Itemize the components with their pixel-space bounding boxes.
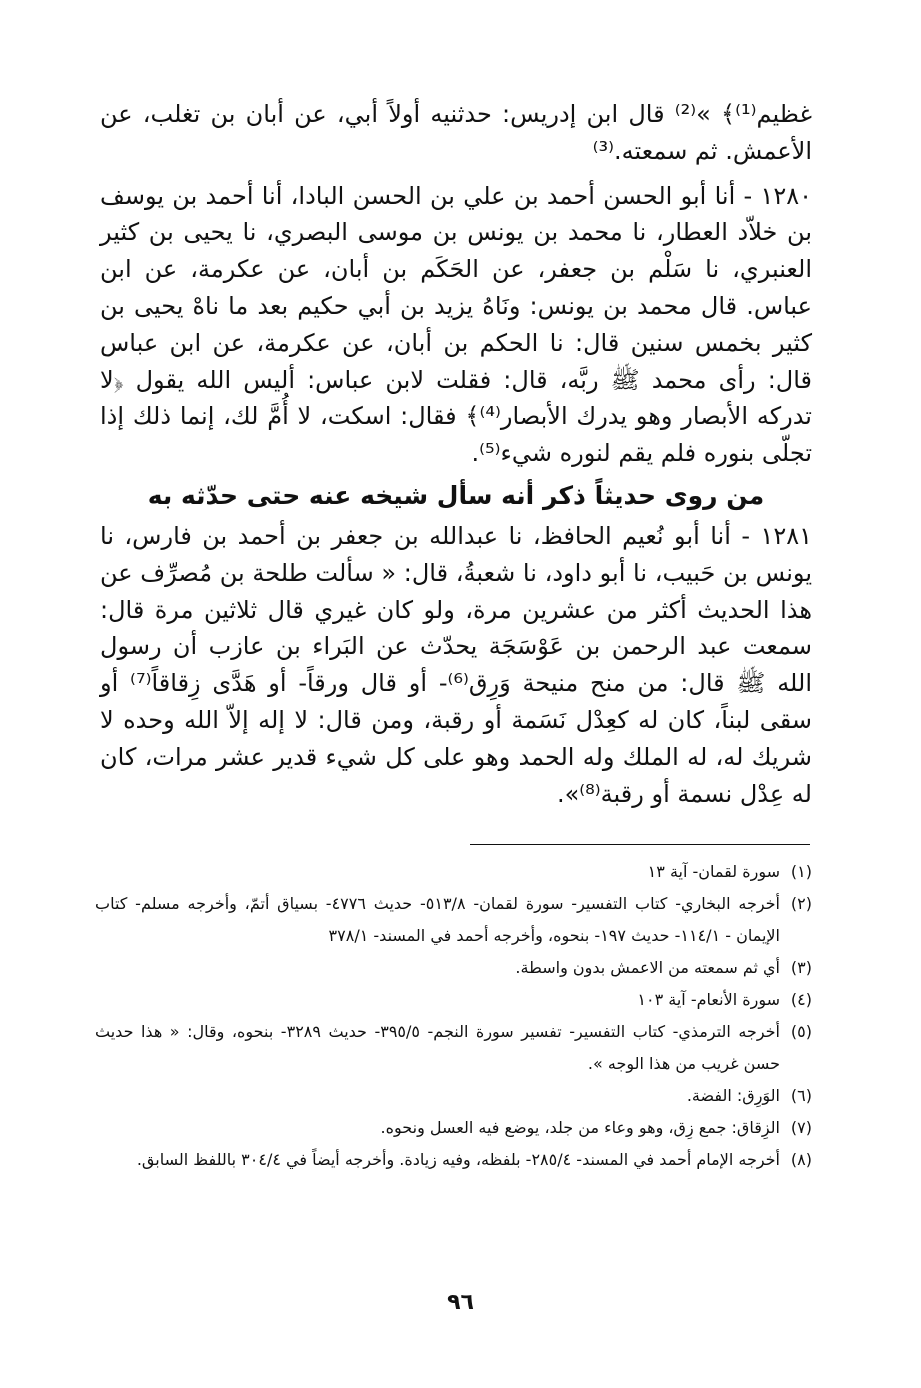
footnote-divider	[470, 844, 810, 845]
section-heading: من روى حديثاً ذكر أنه سأل شيخه عنه حتى حدّثه به	[147, 480, 765, 510]
footnote-number: (٢)	[790, 894, 812, 913]
footnote-text: أخرجه الإمام أحمد في المسند- ٢٨٥/٤- بلفظه، وفيه زيادة. وأخرجه أيضاً في ٣٠٤/٤ باللفظ السابق.	[136, 1150, 780, 1169]
footnote	[95, 1112, 812, 1144]
footnote-text: أخرجه الترمذي- كتاب التفسير- تفسير سورة النجم- ٣٩٥/٥- حديث ٣٢٨٩- بنحوه، وقال: « هذا حديث حسن غريب من هذا الوجه ».	[95, 1022, 780, 1073]
footnotes	[95, 856, 812, 1176]
footnote-text: أخرجه البخاري- كتاب التفسير- سورة لقمان- ٥١٣/٨- حديث ٤٧٧٦- بسياق أتمّ، وأخرجه مسلم- كتاب الإيمان - ١١٤/١- حديث ١٩٧- بنحوه، وأخرجه أحمد في المسند- ٣٧٨/١	[95, 894, 780, 945]
paragraph-1280: ١٢٨٠ - أنا أبو الحسن أحمد بن علي بن الحسن البادا، أنا أحمد بن يوسف بن خلاّد العطار، نا محمد بن يونس بن موسى البصري، نا يحيى بن كثير العنبري، نا سَلْم بن جعفر، عن الحَكَم بن أبان، عن عكرمة، عن ابن عباس. قال محمد بن يونس: ونَاهُ يزيد بن أبي حكيم بعد ما ناهْ يحيى بن كثير بخمس سنين قال: نا الحكم بن أبان، عن عكرمة، عن ابن عباس قال: رأى محمد ﷺ ربَّه، قال: فقلت لابن عباس: أليس الله يقول ﴿لا تدركه الأبصار وهو يدرك الأبصار⁽⁴⁾﴾ فقال: اسكت، لا أُمَّ لك، إنما ذلك إذا تجلّى بنوره فلم يقم لنوره شيء⁽⁵⁾.	[100, 181, 812, 468]
footnote	[95, 856, 812, 888]
footnote	[95, 1144, 812, 1176]
footnote-number: (١)	[790, 862, 812, 881]
paragraph-1281: ١٢٨١ - أنا أبو نُعيم الحافظ، نا عبدالله بن جعفر بن أحمد بن فارس، نا يونس بن حَبيب، نا أبو داود، نا شعبةُ، قال: « سألت طلحة بن مُصرِّف عن هذا الحديث أكثر من عشرين مرة، ولو كان غيري قال ثلاثين مرة قال: سمعت عبد الرحمن بن عَوْسَجَة يحدّث عن البَراء بن عازب أن رسول الله ﷺ قال: من منح منيحة وَرِق⁽⁶⁾- أو قال ورقاً- أو هَدَّى زِقاقاً⁽⁷⁾ أو سقى لبناً، كان له كعِدْل نَسَمة أو رقبة، ومن قال: لا إله إلاّ الله وحده لا شريك له، له الملك وله الحمد وهو على كل شيء قدير عشر مرات، كان له عِدْل نسمة أو رقبة⁽⁸⁾».	[100, 521, 812, 808]
footnote	[95, 1016, 812, 1080]
footnote-text: الوَرِق: الفضة.	[686, 1086, 780, 1105]
paragraph-1: غظيم⁽¹⁾﴾ »⁽²⁾ قال ابن إدريس: حدثنيه أولاً أبي، عن أبان بن تغلب، عن الأعمش. ثم سمعته.⁽³⁾	[100, 100, 812, 165]
footnote	[95, 984, 812, 1016]
page-number: ٩٦	[447, 1290, 474, 1315]
footnote-text: الزِقاق: جمع زِق، وهو وعاء من جلد، يوضع فيه العسل ونحوه.	[380, 1118, 780, 1137]
footnote	[95, 1080, 812, 1112]
footnote	[95, 888, 812, 952]
footnote-number: (٤)	[790, 990, 812, 1009]
footnote-number: (٥)	[790, 1022, 812, 1041]
footnote-number: (٦)	[790, 1086, 812, 1105]
footnote-number: (٨)	[790, 1150, 812, 1169]
footnote-number: (٧)	[790, 1118, 812, 1137]
footnote-text: سورة الأنعام- آية ١٠٣	[637, 990, 780, 1009]
main-text	[100, 96, 812, 812]
footnote	[95, 952, 812, 984]
footnote-number: (٣)	[790, 958, 812, 977]
footnote-text: أي ثم سمعته من الاعمش بدون واسطة.	[515, 958, 780, 977]
footnote-text: سورة لقمان- آية ١٣	[647, 862, 780, 881]
